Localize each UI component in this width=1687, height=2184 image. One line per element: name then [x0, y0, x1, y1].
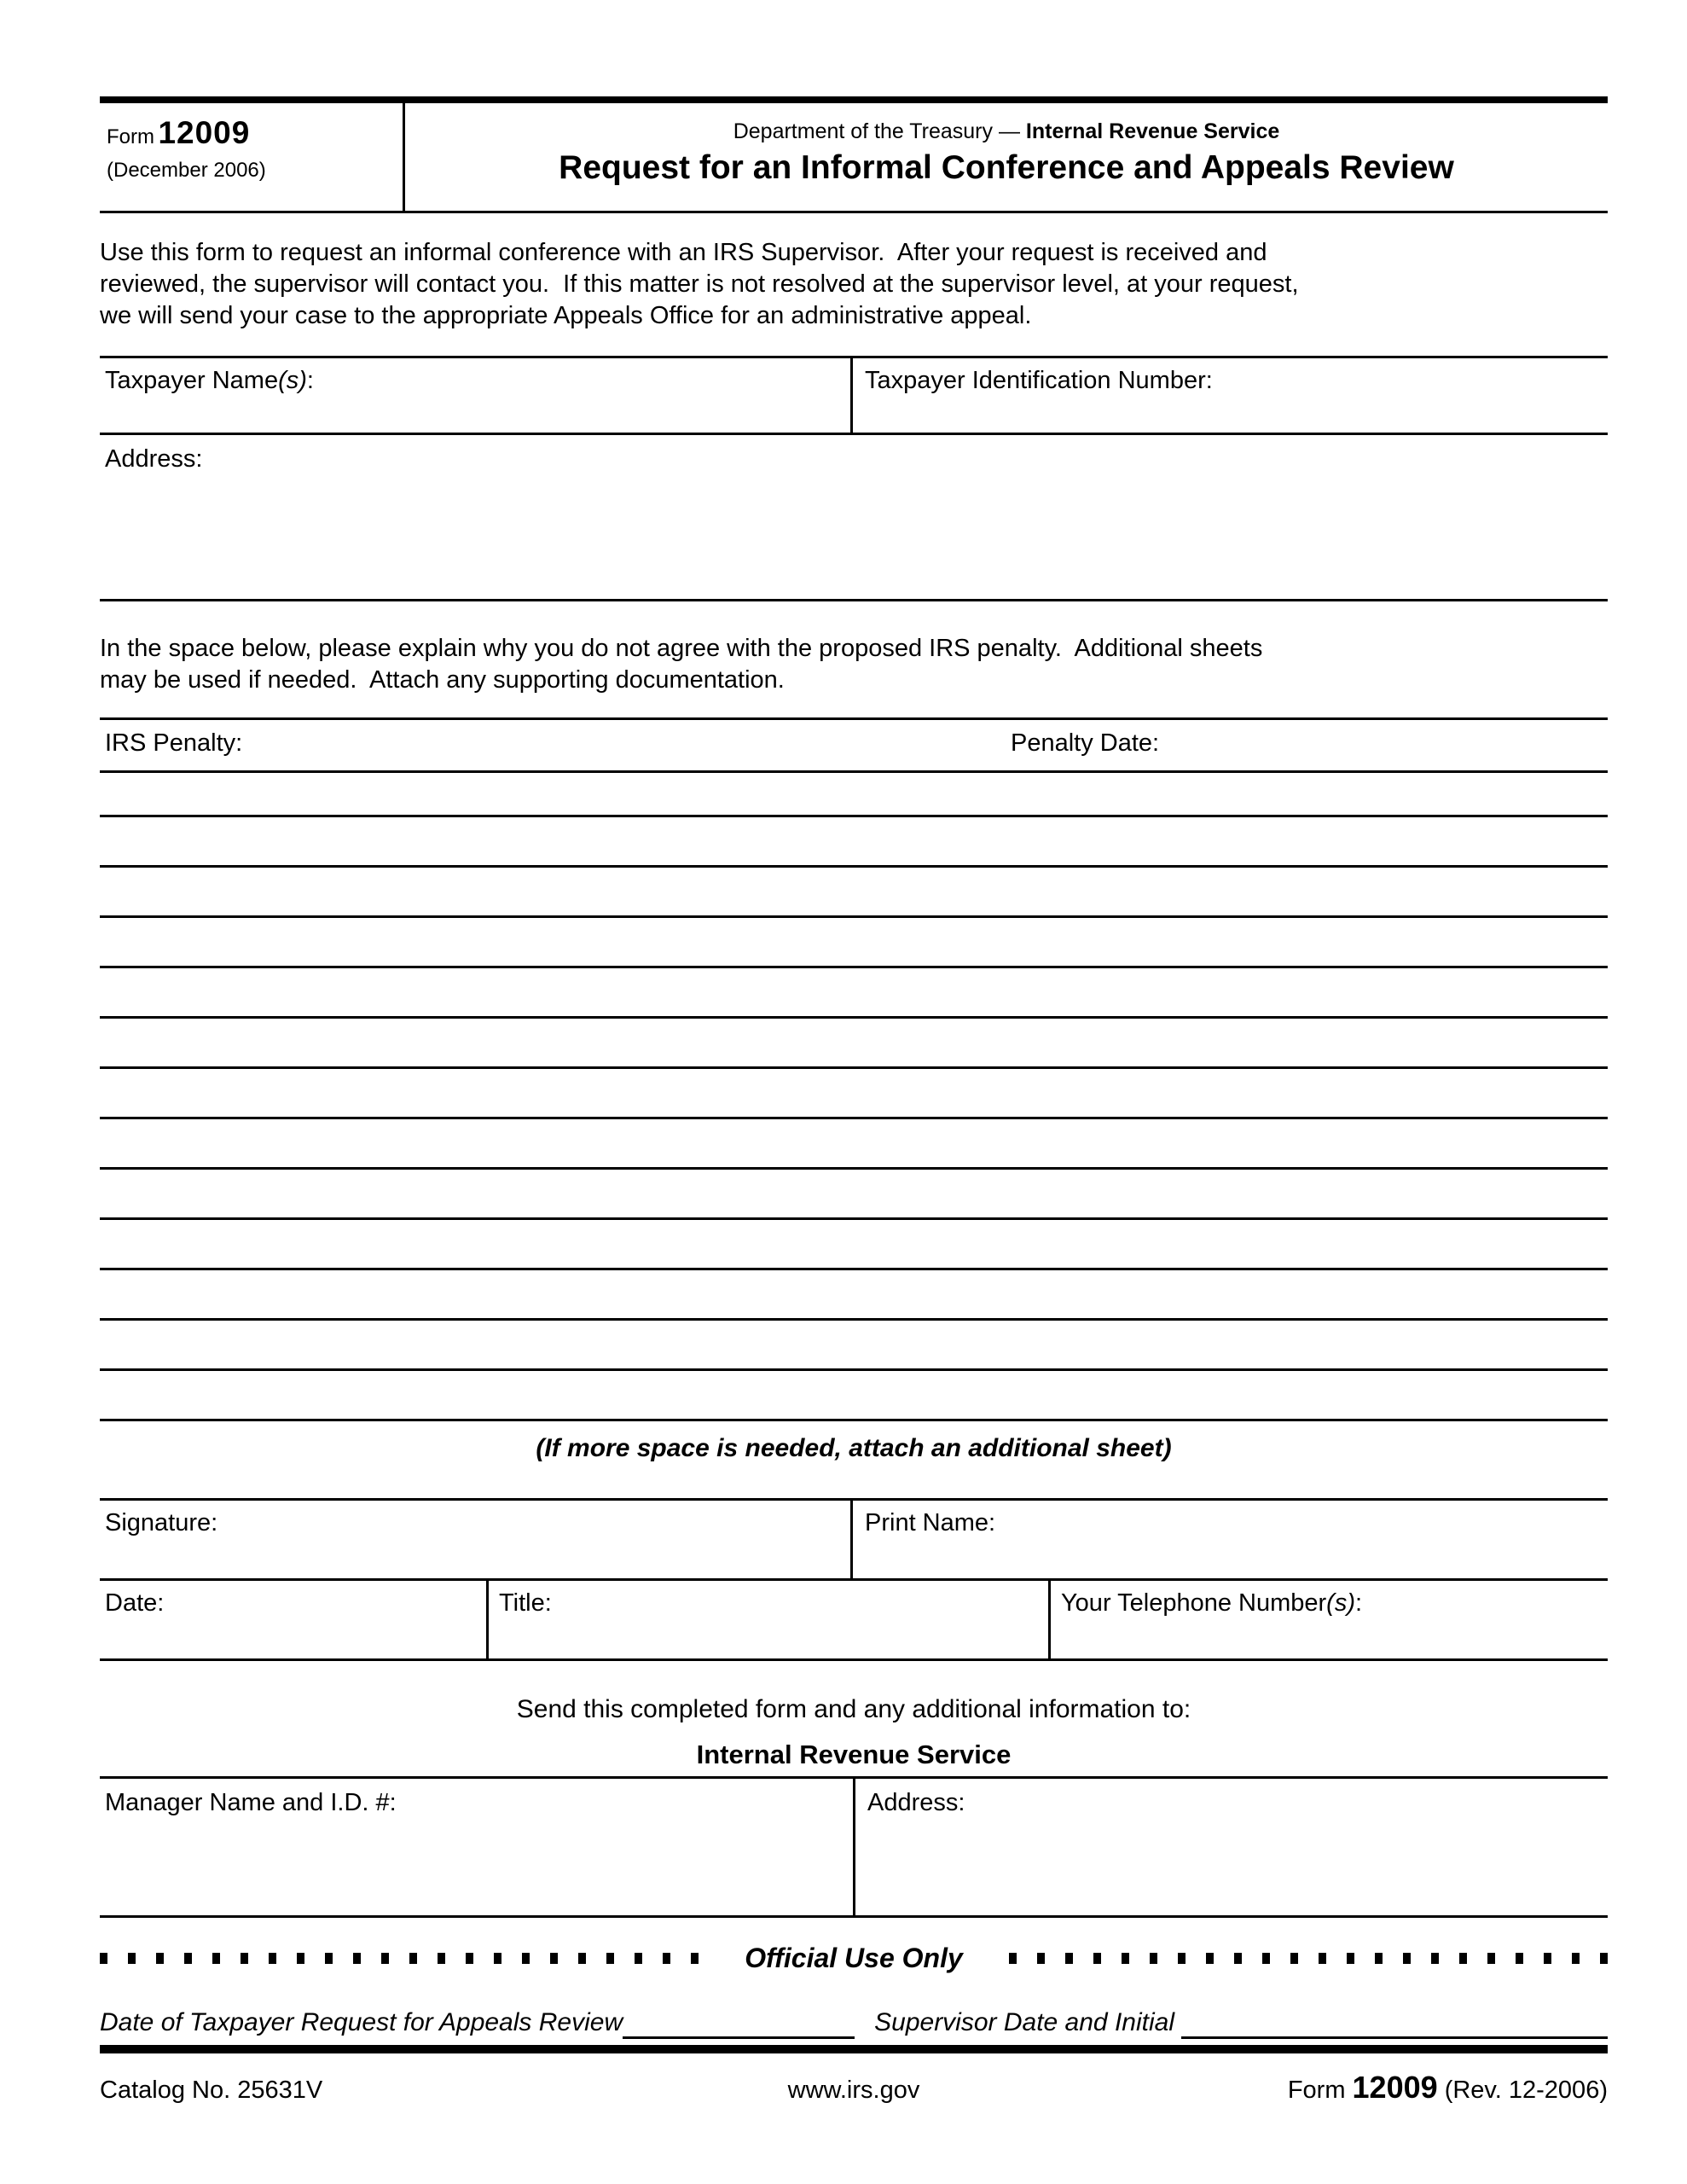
irs-address-field[interactable]	[855, 1779, 1608, 1915]
writing-line[interactable]	[100, 1371, 1608, 1421]
request-date-label: Date of Taxpayer Request for Appeals Review	[100, 2008, 623, 2036]
manager-name-label: Manager Name and I.D. #:	[105, 1789, 397, 1816]
taxpayer-id-field[interactable]	[853, 358, 1608, 433]
supervisor-label: Supervisor Date and Initial	[874, 2008, 1174, 2036]
explanation-prompt	[100, 633, 1608, 696]
taxpayer-row	[100, 356, 1608, 435]
intro-paragraph	[100, 237, 1608, 332]
form-revision-date: (December 2006)	[107, 159, 266, 182]
form-title: Request for an Informal Conference and Appeals Review	[559, 149, 1454, 186]
official-use-fields	[100, 2007, 1608, 2039]
date-title-phone-row	[100, 1581, 1608, 1661]
send-recipient: Internal Revenue Service	[696, 1740, 1012, 1769]
explanation-prompt-line: In the space below, please explain why you do not agree with the proposed IRS penalty. Additional sheets	[100, 635, 1263, 662]
irs-website: www.irs.gov	[787, 2077, 920, 2104]
signature-label: Signature:	[105, 1509, 218, 1536]
footer-form-id: Form 12009 (Rev. 12-2006)	[1287, 2070, 1608, 2105]
taxpayer-name-label: Taxpayer Name(s):	[105, 367, 314, 394]
send-instruction: Send this completed form and any additional information to:	[516, 1695, 1191, 1723]
intro-line: Use this form to request an informal conference with an IRS Supervisor. After your request is received and	[100, 239, 1267, 266]
penalty-date-field[interactable]: Penalty Date:	[1011, 729, 1160, 757]
telephone-label: Your Telephone Number(s):	[1061, 1589, 1363, 1617]
writing-line[interactable]	[100, 1069, 1608, 1119]
explanation-prompt-line: may be used if needed. Attach any supporting documentation.	[100, 666, 785, 694]
page-footer	[100, 2071, 1608, 2107]
agency-prefix: Department of the Treasury —	[733, 119, 1026, 143]
form-content	[100, 96, 1608, 2107]
writing-line[interactable]	[100, 1170, 1608, 1220]
taxpayer-name-field[interactable]	[100, 358, 853, 433]
irs-penalty-field[interactable]: IRS Penalty:	[105, 729, 243, 757]
explanation-writing-area	[100, 773, 1608, 1421]
request-date-blank[interactable]	[623, 2010, 855, 2039]
top-rule-bar	[100, 96, 1608, 103]
print-name-field[interactable]	[853, 1501, 1608, 1578]
writing-line[interactable]	[100, 773, 1608, 817]
form-number: 12009	[158, 115, 251, 150]
agency-line	[405, 119, 1608, 144]
writing-line[interactable]	[100, 1220, 1608, 1270]
taxpayer-id-label: Taxpayer Identification Number:	[865, 367, 1213, 394]
writing-line[interactable]	[100, 1321, 1608, 1371]
agency-name: Internal Revenue Service	[1025, 119, 1280, 143]
title-field[interactable]	[489, 1581, 1051, 1658]
supervisor-blank[interactable]	[1181, 2010, 1608, 2039]
official-use-label: Official Use Only	[745, 1943, 963, 1973]
intro-line: reviewed, the supervisor will contact you. If this matter is not resolved at the supervisor level, at your request,	[100, 270, 1299, 298]
irs-address-label: Address:	[867, 1789, 965, 1816]
penalty-header-row	[100, 717, 1608, 773]
writing-line[interactable]	[100, 868, 1608, 918]
writing-line[interactable]	[100, 1270, 1608, 1321]
writing-line[interactable]	[100, 817, 1608, 868]
footer-form-number: 12009	[1352, 2070, 1438, 2105]
bottom-rule-bar	[100, 2045, 1608, 2053]
dotted-rule-right	[994, 1953, 1608, 1964]
address-label: Address:	[105, 445, 203, 473]
catalog-number: Catalog No. 25631V	[100, 2077, 323, 2104]
print-name-label: Print Name:	[865, 1509, 996, 1536]
form-number-block	[100, 103, 405, 211]
form-word: Form	[107, 125, 154, 148]
writing-line[interactable]	[100, 968, 1608, 1019]
manager-name-field[interactable]	[100, 1779, 855, 1915]
date-label: Date:	[105, 1589, 165, 1617]
official-use-divider	[100, 1943, 1608, 1973]
writing-line[interactable]	[100, 918, 1608, 968]
taxpayer-address-field[interactable]	[100, 435, 1608, 601]
title-label: Title:	[499, 1589, 552, 1617]
telephone-field[interactable]	[1051, 1581, 1608, 1658]
date-field[interactable]	[100, 1581, 489, 1658]
signature-field[interactable]	[100, 1501, 853, 1578]
form-title-block	[405, 103, 1608, 211]
writing-line[interactable]	[100, 1019, 1608, 1069]
writing-line[interactable]	[100, 1119, 1608, 1170]
more-space-note: (If more space is needed, attach an additional sheet)	[536, 1434, 1172, 1462]
dotted-rule-left	[100, 1953, 714, 1964]
form-header	[100, 103, 1608, 213]
manager-address-row	[100, 1776, 1608, 1918]
intro-line: we will send your case to the appropriate Appeals Office for an administrative appeal.	[100, 302, 1032, 329]
form-number-line	[107, 115, 403, 158]
signature-row	[100, 1498, 1608, 1581]
